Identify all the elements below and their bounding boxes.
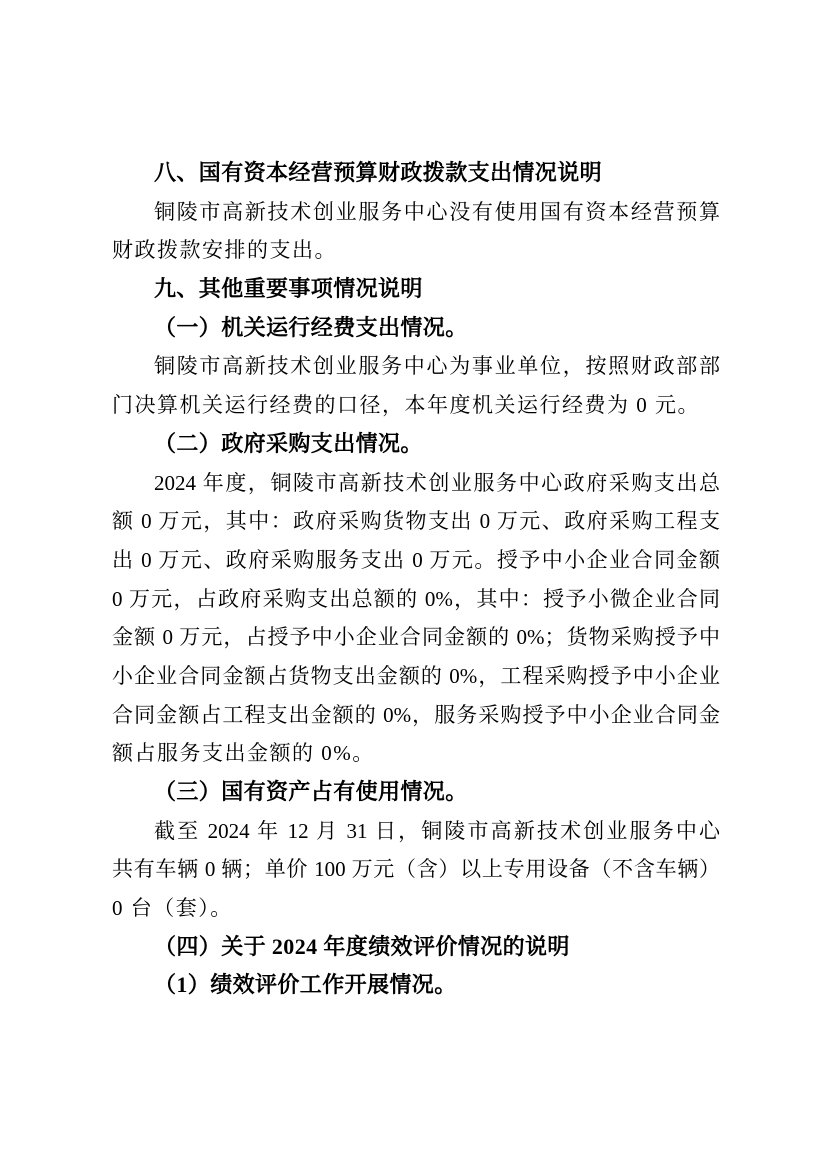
text-line: 额 0 万元，其中：政府采购货物支出 0 万元、政府采购工程支 <box>112 509 720 534</box>
document-content <box>112 154 720 1005</box>
text-line: （1）绩效评价工作开展情况。 <box>154 972 457 998</box>
text-line: 额占服务支出金额的 0%。 <box>112 741 375 766</box>
point-1-heading <box>112 966 720 1005</box>
text-line: 小企业合同金额占货物支出金额的 0%，工程采购授予中小企业 <box>112 663 720 688</box>
subsection-2-body <box>112 464 720 774</box>
text-line: 九、其他重要事项情况说明 <box>154 276 423 302</box>
text-line: 截至 2024 年 12 月 31 日，铜陵市高新技术创业服务中心 <box>154 818 720 843</box>
text-line: 财政拨款安排的支出。 <box>112 238 337 263</box>
text-line: 0 台（套）。 <box>112 896 233 921</box>
subsection-2-heading <box>112 425 720 464</box>
text-line: 共有车辆 0 辆；单价 100 万元（含）以上专用设备（不含车辆） <box>112 857 720 882</box>
text-line: （三）国有资产占有使用情况。 <box>154 779 468 804</box>
text-line: 出 0 万元、政府采购服务支出 0 万元。授予中小企业合同金额 <box>112 547 720 572</box>
text-line: 八、国有资本经营预算财政拨款支出情况说明 <box>154 160 603 185</box>
section-9-heading <box>112 270 720 309</box>
text-line: 金额 0 万元，占授予中小企业合同金额的 0%；货物采购授予中 <box>112 625 720 650</box>
text-line: （二）政府采购支出情况。 <box>154 430 423 456</box>
subsection-3-heading <box>112 773 720 812</box>
subsection-1-heading <box>112 309 720 348</box>
text-line: （四）关于 2024 年度绩效评价情况的说明 <box>154 933 570 959</box>
text-line: 铜陵市高新技术创业服务中心没有使用国有资本经营预算 <box>154 199 720 224</box>
subsection-3-body <box>112 812 720 928</box>
text-line: 2024 年度，铜陵市高新技术创业服务中心政府采购支出总 <box>154 470 720 495</box>
subsection-4-heading <box>112 928 720 967</box>
subsection-1-body <box>112 347 720 424</box>
text-line: 铜陵市高新技术创业服务中心为事业单位，按照财政部部 <box>154 354 720 379</box>
text-line: （一）机关运行经费支出情况。 <box>154 314 468 340</box>
text-line: 门决算机关运行经费的口径，本年度机关运行经费为 0 元。 <box>112 393 700 418</box>
section-8-heading <box>112 154 720 193</box>
section-8-body <box>112 193 720 270</box>
text-line: 0 万元，占政府采购支出总额的 0%，其中：授予小微企业合同 <box>112 586 720 611</box>
text-line: 合同金额占工程支出金额的 0%，服务采购授予中小企业合同金 <box>112 702 720 727</box>
